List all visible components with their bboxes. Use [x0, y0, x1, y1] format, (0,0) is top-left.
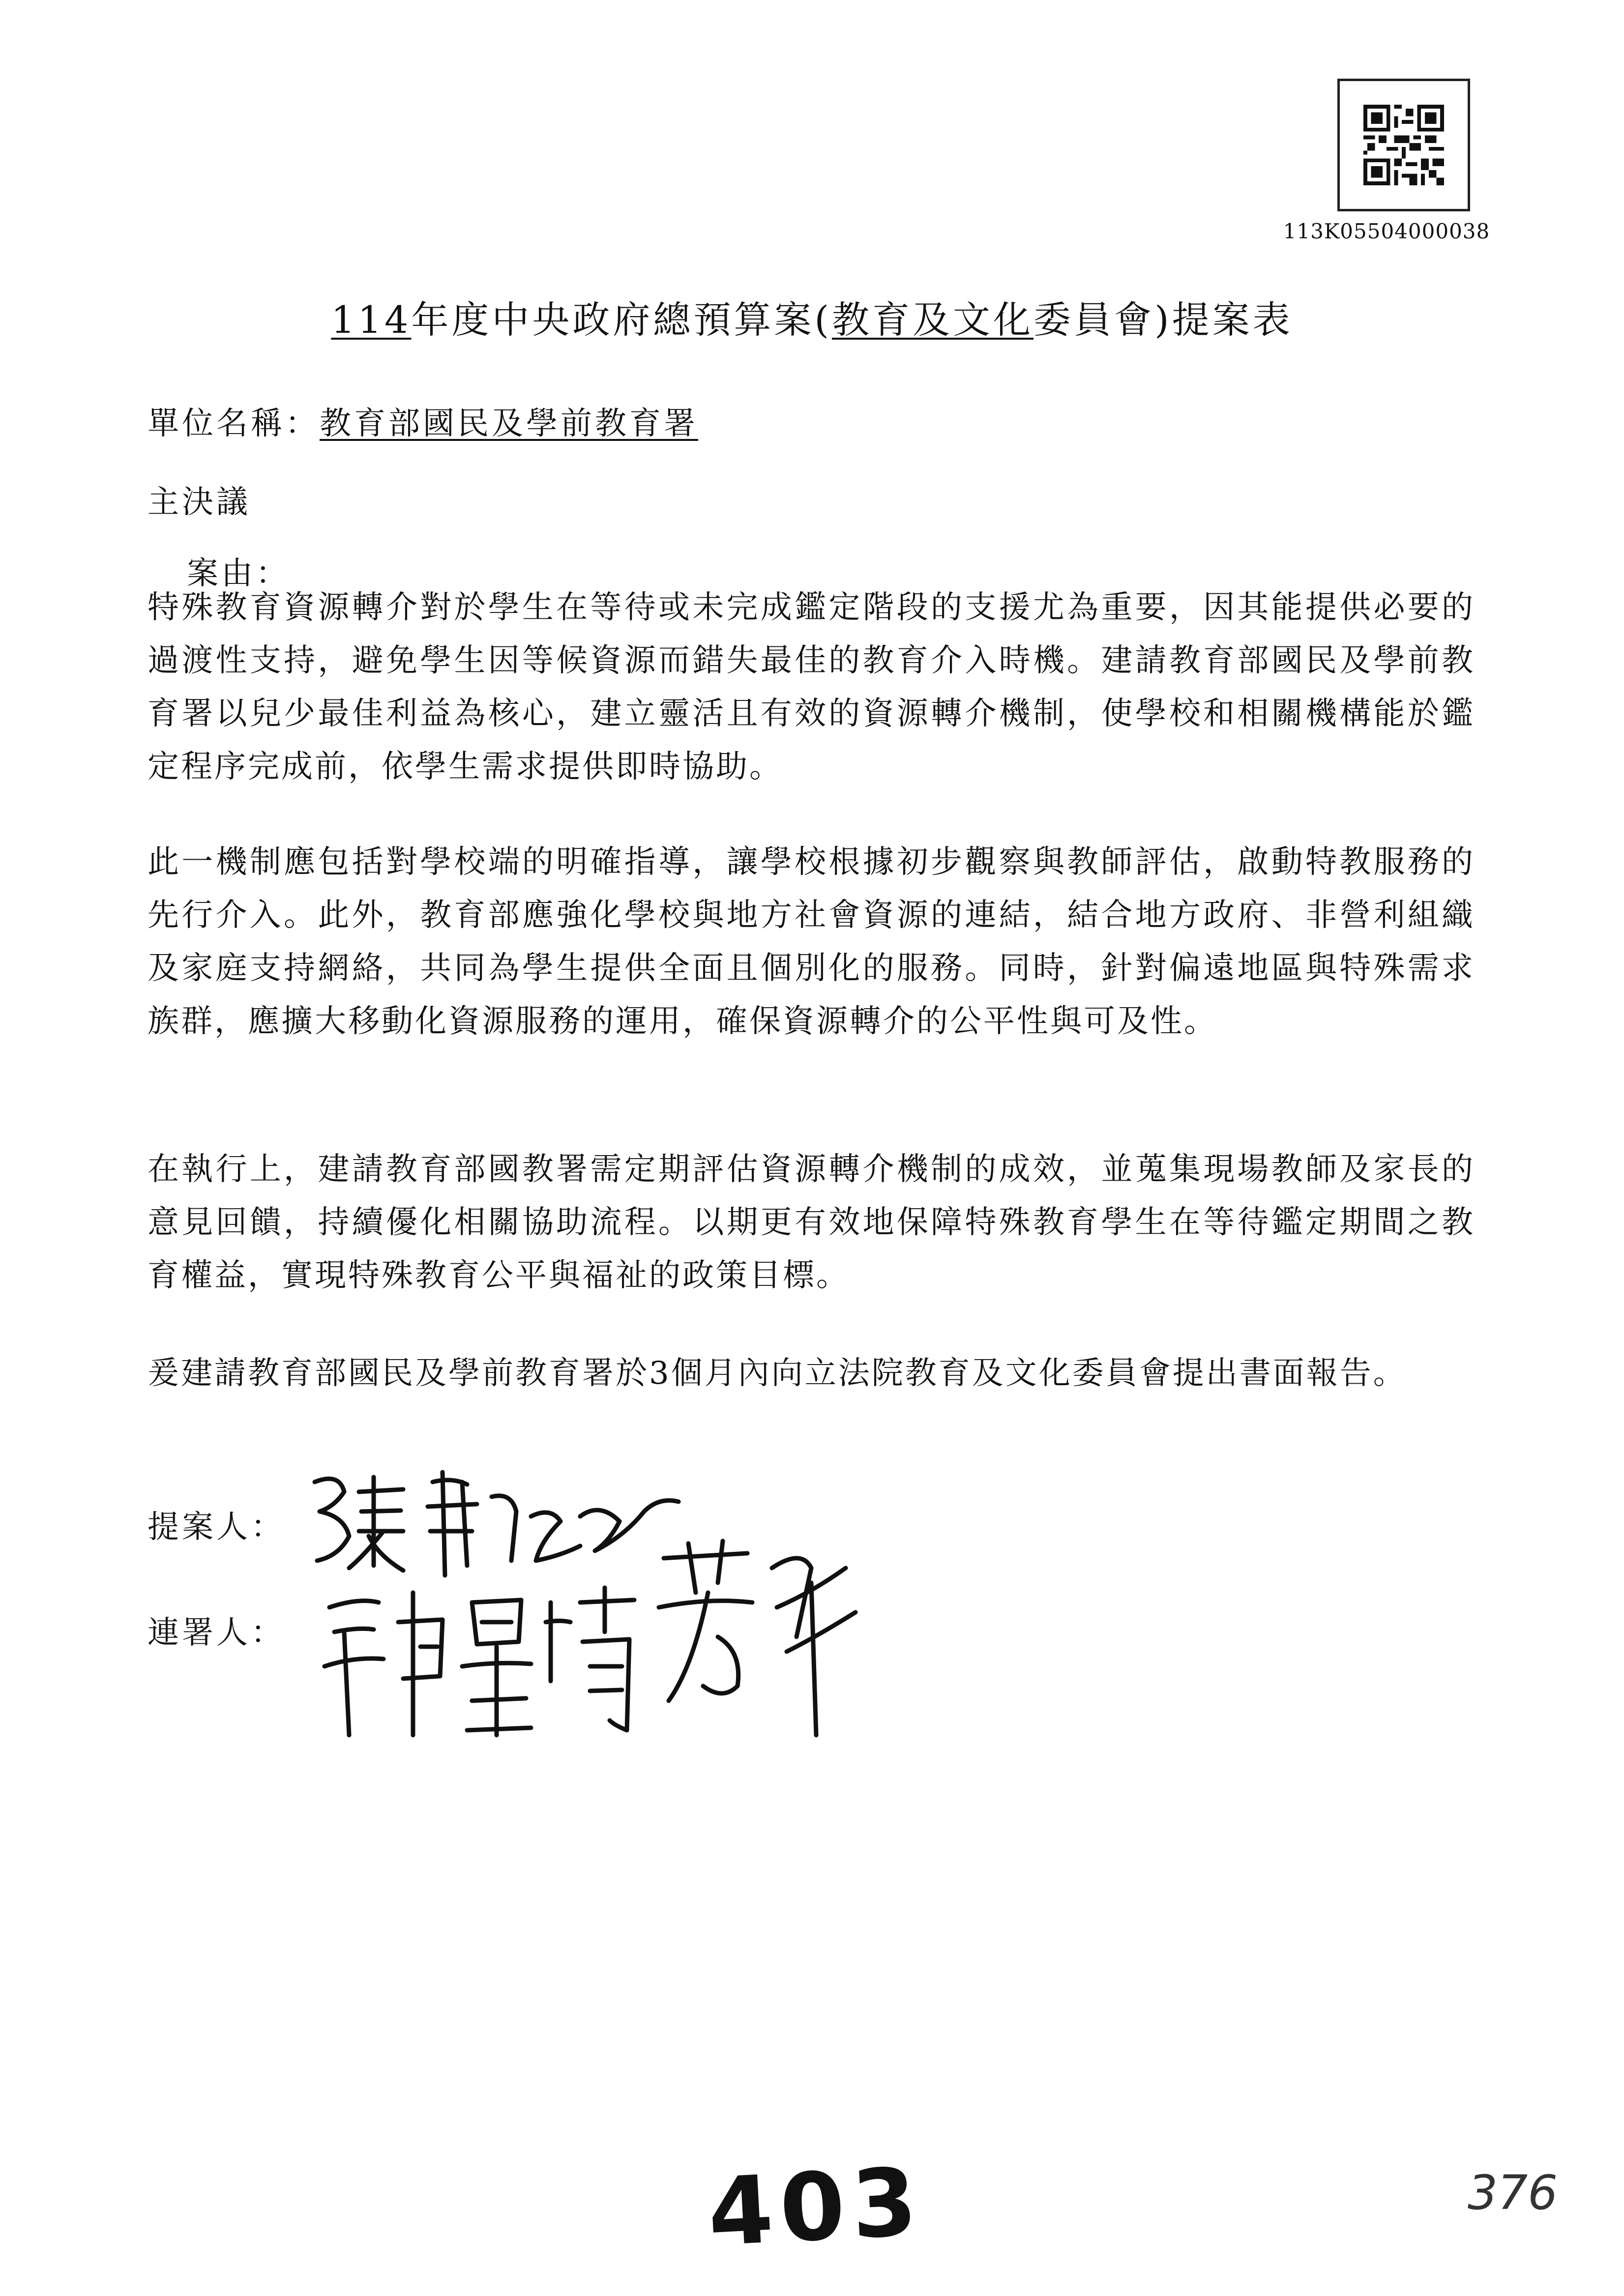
cosigner-signature-1 — [315, 1573, 659, 1762]
page-number: 376 — [1468, 2165, 1558, 2220]
cosigner-label: 連署人： — [148, 1615, 285, 1651]
unit-name: 教育部國民及學前教育署 — [320, 406, 698, 442]
unit-label: 單位名稱： — [148, 406, 320, 442]
unit-row — [148, 398, 698, 443]
page-title — [0, 290, 1624, 344]
title-part2: 委員會)提案表 — [1033, 298, 1293, 342]
title-committee: 教育及文化 — [832, 298, 1034, 342]
main-resolution-label: 主決議 — [148, 484, 251, 521]
case-paragraph-3: 在執行上，建請教育部國教署需定期評估資源轉介機制的成效，並蒐集現場教師及家長的意見回饋，持續優化相關協助流程。以期更有效地保障特殊教育學生在等待鑑定期間之教育權益，實現特殊教育公平與福祉的政策目標。 — [148, 1151, 1475, 1294]
qr-code-icon — [1363, 105, 1444, 185]
case-paragraph-2: 此一機制應包括對學校端的明確指導，讓學校根據初步觀察與教師評估，啟動特教服務的先行介入。此外，教育部應強化學校與地方社會資源的連結，結合地方政府、非營利組織及家庭支持網絡，共同為學生提供全面且個別化的服務。同時，針對偏遠地區與特殊需求族群，應擴大移動化資源服務的運用，確保資源轉介的公平性與可及性。 — [148, 844, 1475, 1040]
document-code: 113K05504000038 — [1283, 219, 1490, 243]
proposer-label: 提案人： — [148, 1509, 285, 1545]
cosigner-signature-2 — [649, 1539, 865, 1747]
qr-code — [1337, 79, 1470, 211]
case-paragraph-4: 爰建請教育部國民及學前教育署於3個月內向立法院教育及文化委員會提出書面報告。 — [148, 1355, 1407, 1392]
case-paragraph-1: 特殊教育資源轉介對於學生在等待或未完成鑑定階段的支援尤為重要，因其能提供必要的過渡性支持，避免學生因等候資源而錯失最佳的教育介入時機。建請教育部國民及學前教育署以兒少最佳利益為核心，建立靈活且有效的資源轉介機制，使學校和相關機構能於鑑定程序完成前，依學生需求提供即時協助。 — [148, 589, 1475, 785]
title-part1: 年度中央政府總預算案( — [411, 298, 832, 342]
handwritten-number: 403 — [705, 2147, 927, 2267]
case-label: 案由： — [187, 555, 290, 592]
title-year: 114 — [331, 298, 412, 342]
